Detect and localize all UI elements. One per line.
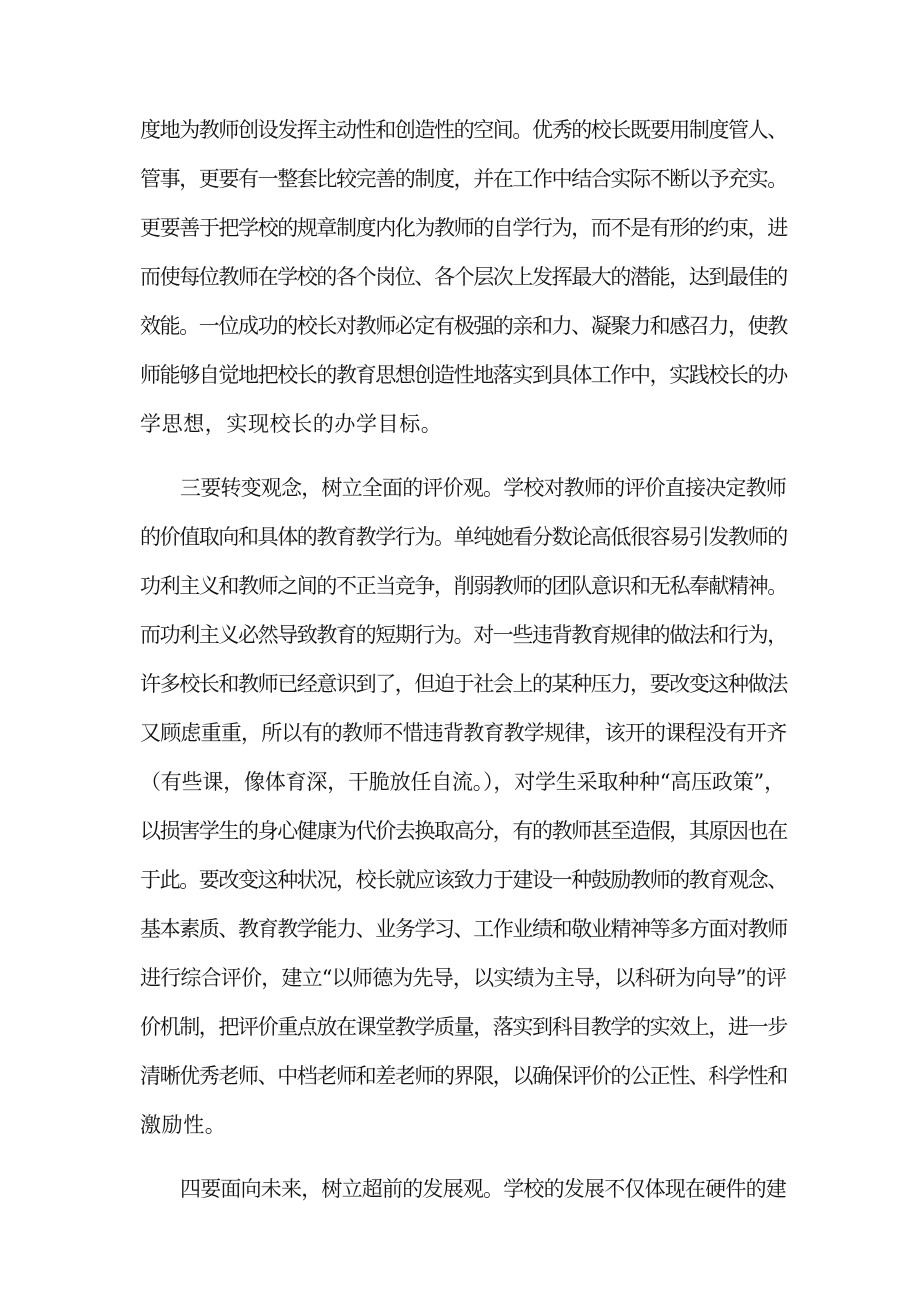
text-line: 于此。要改变这种状况，校长就应该致力于建设一种鼓励教师的教育观念、 bbox=[140, 868, 787, 892]
text-line: 度地为教师创设发挥主动性和创造性的空间。优秀的校长既要用制度管人、 bbox=[140, 118, 787, 142]
text-line: 基本素质、教育教学能力、业务学习、工作业绩和敬业精神等多方面对教师 bbox=[140, 917, 787, 941]
text-line: 功利主义和教师之间的不正当竞争，削弱教师的团队意识和无私奉献精神。 bbox=[140, 574, 787, 598]
text-line: 又顾虑重重，所以有的教师不惜违背教育教学规律，该开的课程没有开齐 bbox=[140, 721, 787, 745]
paragraph-first-line: 三要转变观念，树立全面的评价观。学校对教师的评价直接决定教师 bbox=[180, 476, 786, 500]
text-line: 师能够自觉地把校长的教育思想创造性地落实到具体工作中，实践校长的办 bbox=[140, 363, 787, 387]
text-line: 进行综合评价，建立“以师德为先导，以实绩为主导，以科研为向导”的评 bbox=[140, 966, 787, 990]
text-line: 激励性。 bbox=[140, 1113, 227, 1137]
text-line: 的价值取向和具体的教育教学行为。单纯她看分数论高低很容易引发教师的 bbox=[140, 525, 787, 549]
text-line: 价机制，把评价重点放在课堂教学质量，落实到科目教学的实效上，进一步 bbox=[140, 1015, 787, 1039]
text-line: 管事，更要有一整套比较完善的制度，并在工作中结合实际不断以予充实。 bbox=[140, 167, 787, 191]
paragraph-first-line: 四要面向未来，树立超前的发展观。学校的发展不仅体现在硬件的建 bbox=[180, 1177, 786, 1201]
text-line: 而使每位教师在学校的各个岗位、各个层次上发挥最大的潜能，达到最佳的 bbox=[140, 265, 787, 289]
text-line: 学思想，实现校长的办学目标。 bbox=[140, 412, 443, 436]
text-line: 许多校长和教师已经意识到了，但迫于社会上的某种压力，要改变这种做法 bbox=[140, 672, 787, 696]
text-line: 而功利主义必然导致教育的短期行为。对一些违背教育规律的做法和行为， bbox=[140, 623, 787, 647]
text-line: 清晰优秀老师、中档老师和差老师的界限，以确保评价的公正性、科学性和 bbox=[140, 1064, 787, 1088]
text-line: （有些课，像体育深，干脆放任自流。），对学生采取种种“高压政策”， bbox=[140, 770, 785, 794]
text-line: 更要善于把学校的规章制度内化为教师的自学行为，而不是有形的约束，进 bbox=[140, 216, 787, 240]
text-line: 以损害学生的身心健康为代价去换取高分，有的教师甚至造假，其原因也在 bbox=[140, 819, 787, 843]
text-line: 效能。一位成功的校长对教师必定有极强的亲和力、凝聚力和感召力，使教 bbox=[140, 314, 787, 338]
